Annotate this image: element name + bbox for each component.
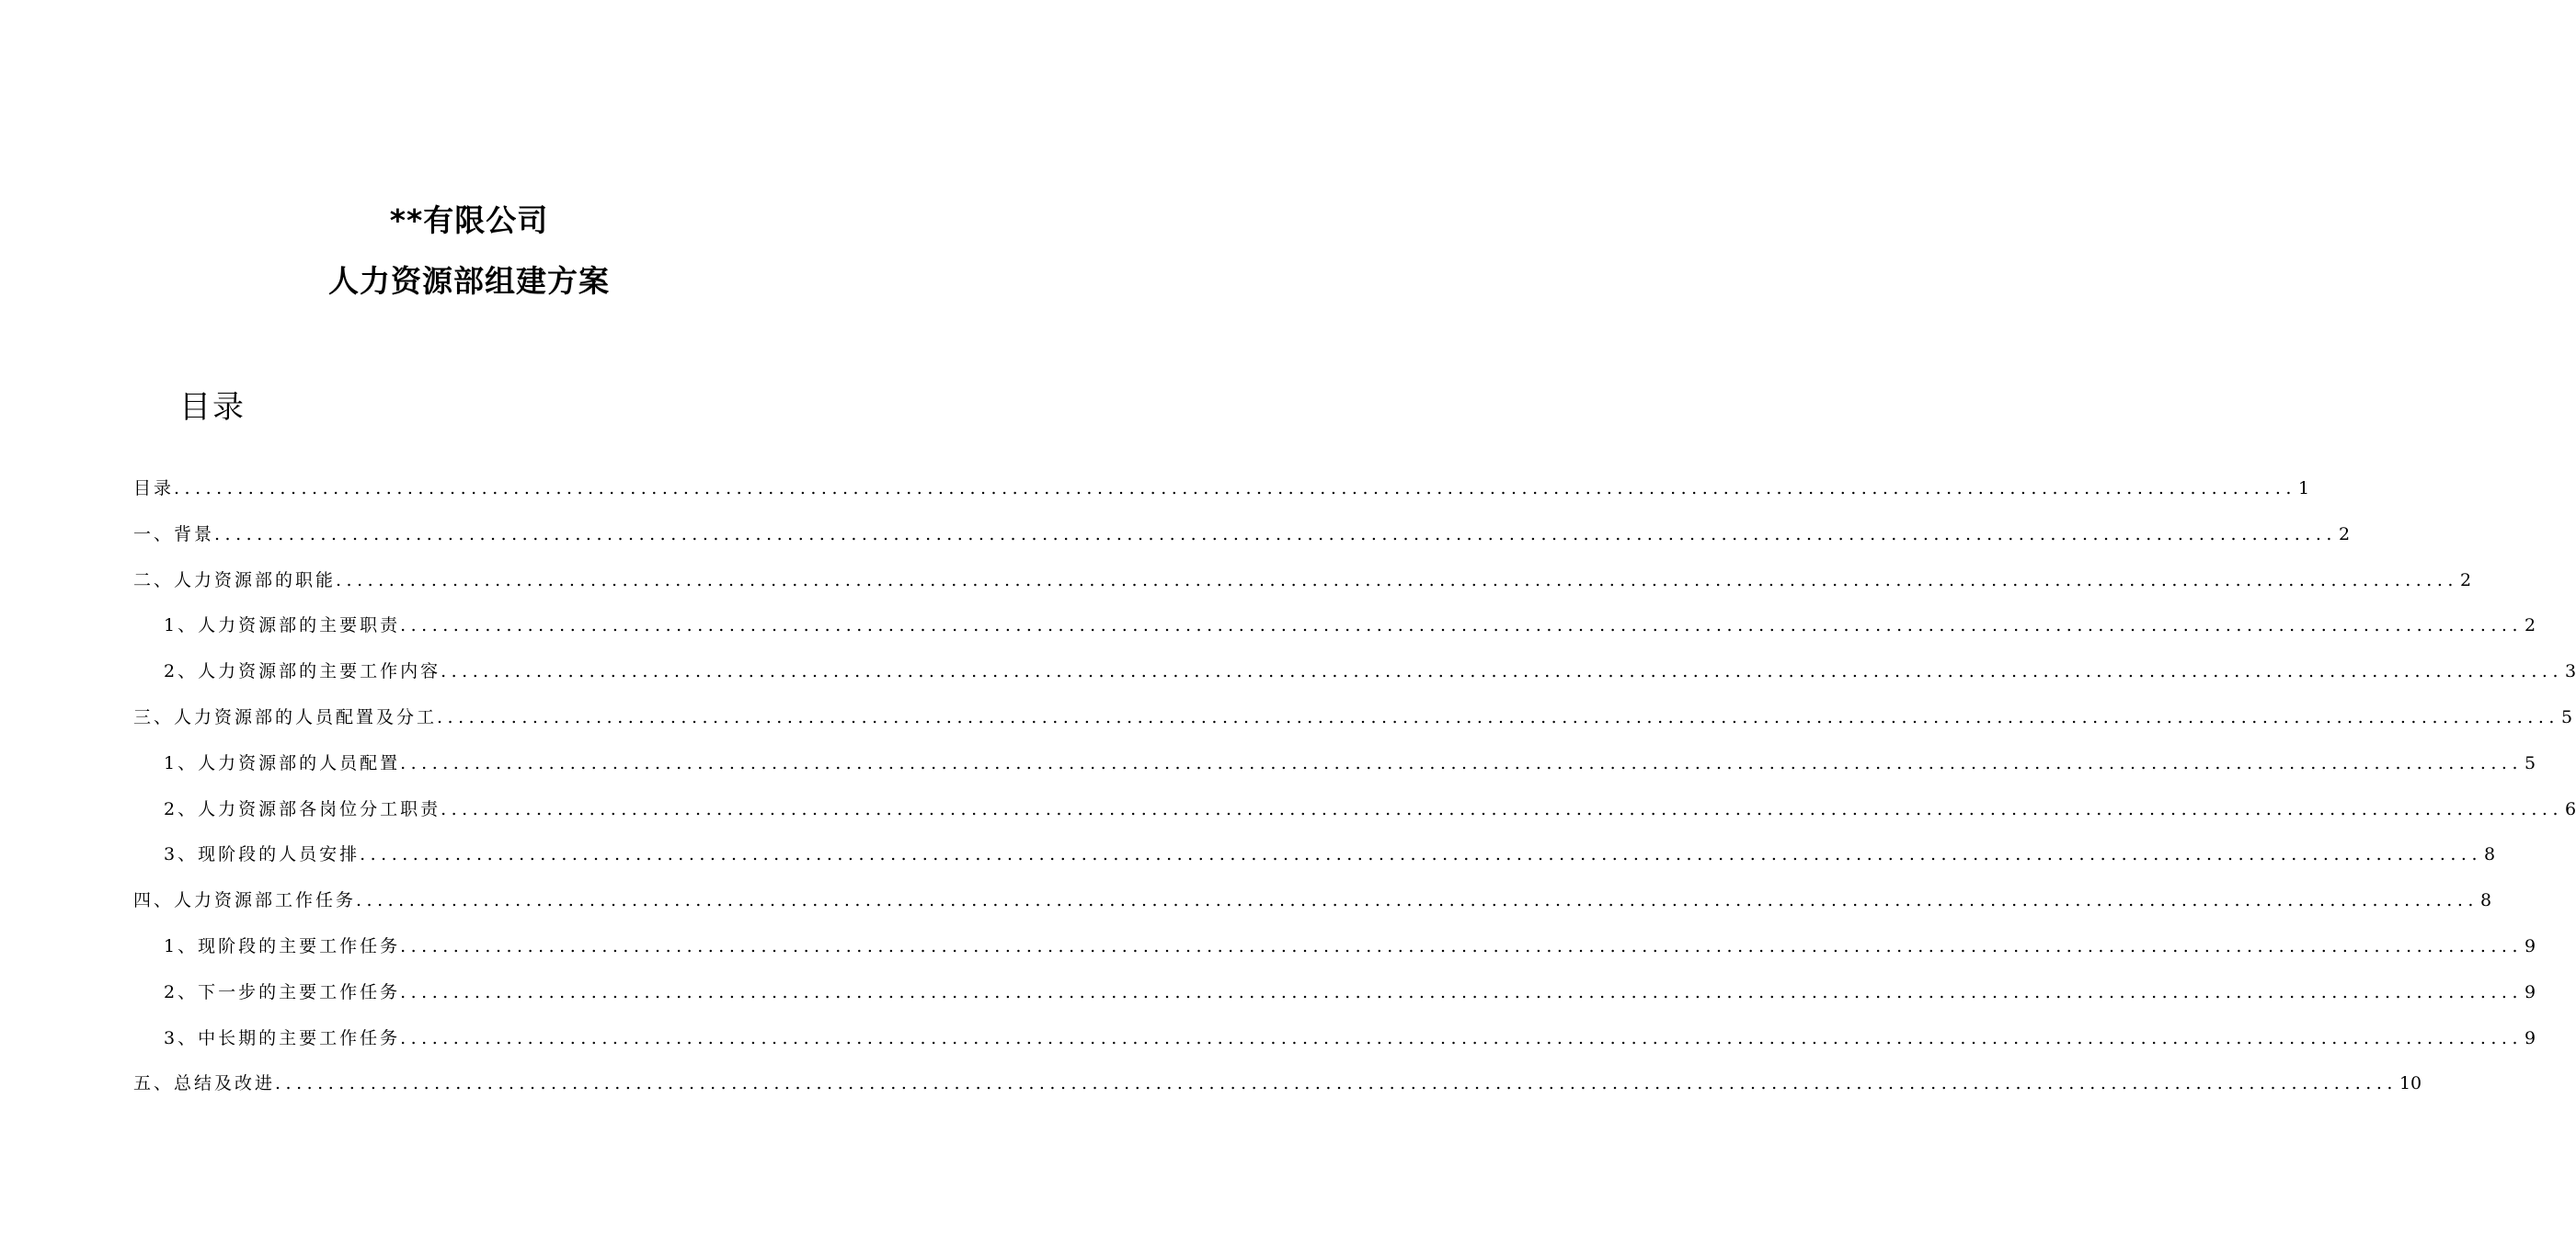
toc-entry[interactable] bbox=[164, 750, 2536, 777]
toc-entry[interactable] bbox=[133, 887, 2492, 914]
toc-entry-title: 3、中长期的主要工作任务 bbox=[164, 1027, 401, 1048]
toc-entry[interactable] bbox=[164, 978, 2536, 1006]
toc-entry[interactable] bbox=[133, 521, 2351, 548]
toc-heading: 目录 bbox=[179, 389, 246, 426]
toc-entry[interactable] bbox=[133, 1070, 2422, 1097]
toc-leader-dots: ........................................................................................................................................................................................................ bbox=[400, 936, 2524, 956]
toc-entry-title: 2、下一步的主要工作任务 bbox=[164, 981, 401, 1002]
toc-entry-page-number: 9 bbox=[2524, 981, 2536, 1002]
toc-entry-page-number: 1 bbox=[2297, 478, 2310, 498]
toc-entry-page-number: 8 bbox=[2479, 890, 2492, 911]
toc-leader-dots: ........................................................................................................................................................................................................ bbox=[400, 981, 2524, 1002]
toc-entry-page-number: 9 bbox=[2524, 936, 2536, 956]
toc-entry[interactable] bbox=[164, 933, 2536, 960]
toc-entry-title: 2、人力资源部的主要工作内容 bbox=[164, 661, 441, 682]
document-title-subject: 人力资源部组建方案 bbox=[328, 263, 610, 299]
toc-entry-page-number: 6 bbox=[2565, 798, 2576, 819]
toc-entry-page-number: 3 bbox=[2565, 661, 2576, 682]
toc-entry[interactable] bbox=[133, 475, 2310, 502]
toc-leader-dots: ........................................................................................................................................................................................................ bbox=[356, 890, 2479, 911]
toc-entry-page-number: 9 bbox=[2524, 1027, 2536, 1048]
toc-entry-title: 3、现阶段的人员安排 bbox=[164, 844, 361, 865]
toc-entry[interactable] bbox=[164, 841, 2496, 868]
toc-entry-title: 四、人力资源部工作任务 bbox=[133, 890, 357, 911]
toc-entry-title: 1、人力资源部的人员配置 bbox=[164, 752, 401, 773]
toc-entry-title: 1、现阶段的主要工作任务 bbox=[164, 936, 401, 956]
toc-leader-dots: ........................................................................................................................................................................................................ bbox=[437, 707, 2559, 727]
toc-entry[interactable] bbox=[164, 612, 2536, 639]
toc-leader-dots: ........................................................................................................................................................................................................ bbox=[275, 1073, 2398, 1094]
toc-entry[interactable] bbox=[164, 1024, 2536, 1052]
toc-leader-dots: ........................................................................................................................................................................................................ bbox=[441, 661, 2564, 682]
toc-entry-title: 2、人力资源部各岗位分工职责 bbox=[164, 798, 441, 819]
toc-entry-page-number: 5 bbox=[2560, 707, 2573, 727]
toc-leader-dots: ........................................................................................................................................................................................................ bbox=[400, 752, 2524, 773]
toc-leader-dots: ........................................................................................................................................................................................................ bbox=[360, 844, 2483, 865]
toc-entry-title: 五、总结及改进 bbox=[133, 1073, 276, 1094]
toc-leader-dots: ........................................................................................................................................................................................................ bbox=[400, 615, 2524, 636]
toc-leader-dots: ........................................................................................................................................................................................................ bbox=[441, 798, 2564, 819]
toc-entry-page-number: 2 bbox=[2338, 523, 2351, 544]
toc-entry-page-number: 10 bbox=[2399, 1073, 2422, 1094]
toc-entry-title: 目录 bbox=[133, 478, 175, 498]
toc-leader-dots: ........................................................................................................................................................................................................ bbox=[400, 1027, 2524, 1048]
document-title-company: **有限公司 bbox=[389, 202, 549, 238]
toc-entry-page-number: 2 bbox=[2524, 615, 2536, 636]
toc-entry-title: 一、背景 bbox=[133, 523, 215, 544]
toc-entry[interactable] bbox=[164, 795, 2576, 823]
toc-entry-page-number: 5 bbox=[2524, 752, 2536, 773]
toc-entry-title: 二、人力资源部的职能 bbox=[133, 569, 337, 590]
toc-entry-title: 1、人力资源部的主要职责 bbox=[164, 615, 401, 636]
toc-entry[interactable] bbox=[164, 658, 2576, 685]
toc-entry[interactable] bbox=[133, 704, 2573, 731]
toc-entry-page-number: 2 bbox=[2459, 569, 2472, 590]
toc-entry-title: 三、人力资源部的人员配置及分工 bbox=[133, 707, 438, 727]
toc-leader-dots: ........................................................................................................................................................................................................ bbox=[336, 569, 2458, 590]
toc-entry[interactable] bbox=[133, 566, 2472, 594]
toc-leader-dots: ........................................................................................................................................................................................................ bbox=[214, 523, 2337, 544]
toc-leader-dots: ........................................................................................................................................................................................................ bbox=[174, 478, 2296, 498]
toc-entry-page-number: 8 bbox=[2484, 844, 2496, 865]
